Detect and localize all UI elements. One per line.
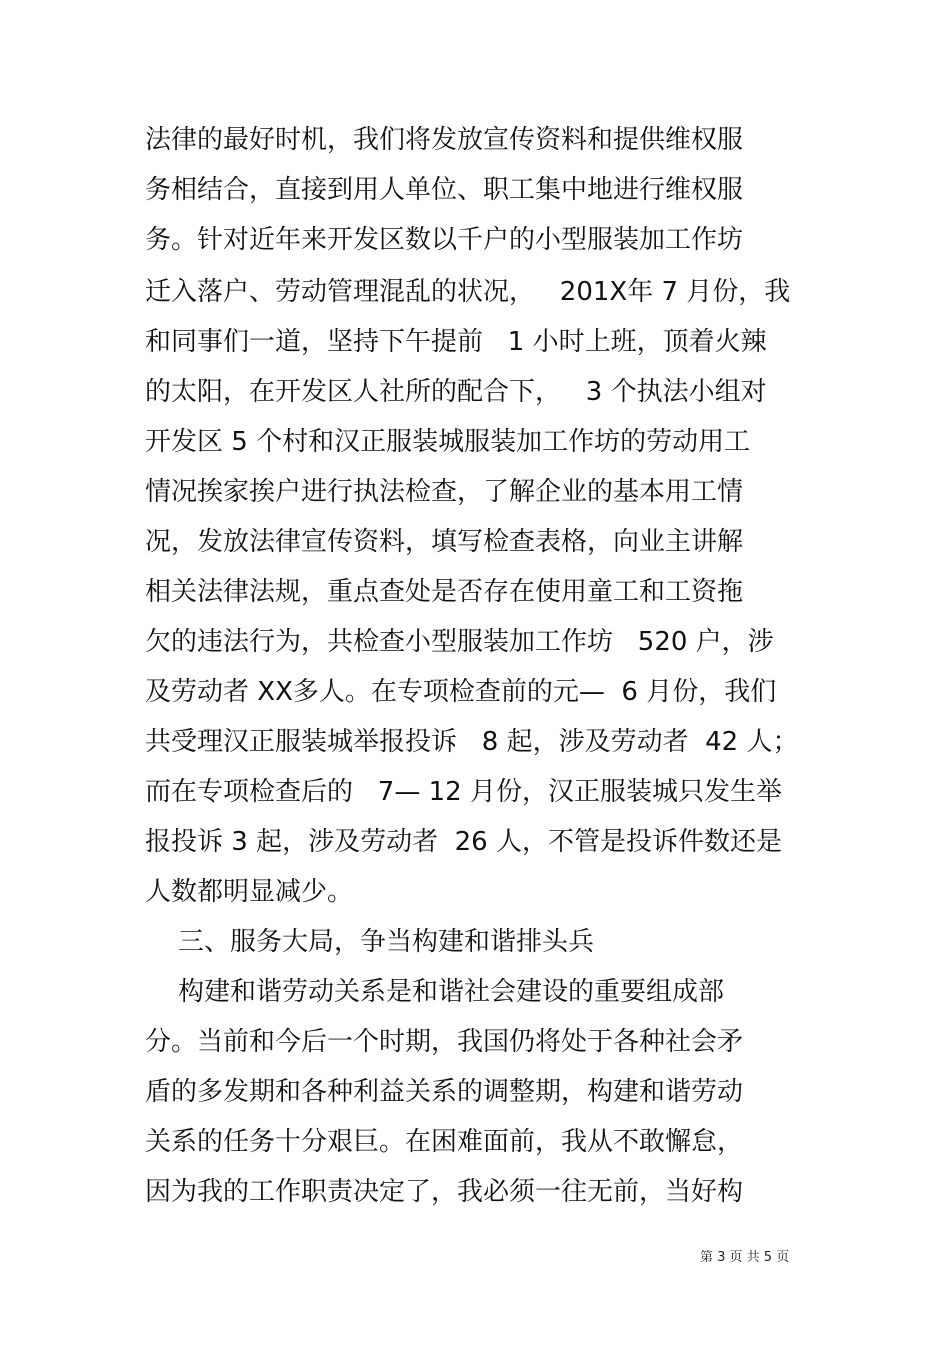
text-line: 开发区 5 个村和汉正服装城服装加工作坊的劳动用工 <box>145 427 751 457</box>
text-line: 情况挨家挨户进行执法检查，了解企业的基本用工情 <box>145 477 744 507</box>
text-line: 及劳动者 XX多人。在专项检查前的元— 6 月份，我们 <box>145 677 777 707</box>
text-line: 的太阳，在开发区人社所的配合下， 3 个执法小组对 <box>145 377 767 407</box>
text-line: 相关法律法规，重点查处是否存在使用童工和工资拖 <box>145 577 744 607</box>
text-line: 而在专项检查后的 7— 12 月份，汉正服装城只发生举 <box>145 777 782 807</box>
text-line: 构建和谐劳动关系是和谐社会建设的重要组成部 <box>145 977 725 1007</box>
text-line: 共受理汉正服装城举报投诉 8 起，涉及劳动者 42 人； <box>145 727 799 757</box>
text-line: 盾的多发期和各种利益关系的调整期，构建和谐劳动 <box>145 1077 744 1107</box>
text-line: 务。针对近年来开发区数以千户的小型服装加工作坊 <box>145 225 744 255</box>
text-line: 分。当前和今后一个时期，我国仍将处于各种社会矛 <box>145 1027 744 1057</box>
text-line: 法律的最好时机，我们将发放宣传资料和提供维权服 <box>145 125 744 155</box>
text-line: 人数都明显减少。 <box>145 877 354 907</box>
text-line: 报投诉 3 起，涉及劳动者 26 人，不管是投诉件数还是 <box>145 827 782 857</box>
page-number-footer: 第 3 页 共 5 页 <box>700 1250 790 1265</box>
section-heading: 三、服务大局，争当构建和谐排头兵 <box>145 927 595 957</box>
text-line: 关系的任务十分艰巨。在困难面前，我从不敢懈怠， <box>145 1127 744 1157</box>
text-line: 欠的违法行为，共检查小型服装加工作坊 520 户，涉 <box>145 627 774 657</box>
text-line: 迁入落户、劳动管理混乱的状况， 201X年 7 月份，我 <box>145 277 791 307</box>
text-line: 况，发放法律宣传资料，填写检查表格，向业主讲解 <box>145 527 744 557</box>
text-line: 和同事们一道，坚持下午提前 1 小时上班，顶着火辣 <box>145 327 767 357</box>
text-line: 因为我的工作职责决定了，我必须一往无前，当好构 <box>145 1177 744 1207</box>
text-line: 务相结合，直接到用人单位、职工集中地进行维权服 <box>145 175 744 205</box>
